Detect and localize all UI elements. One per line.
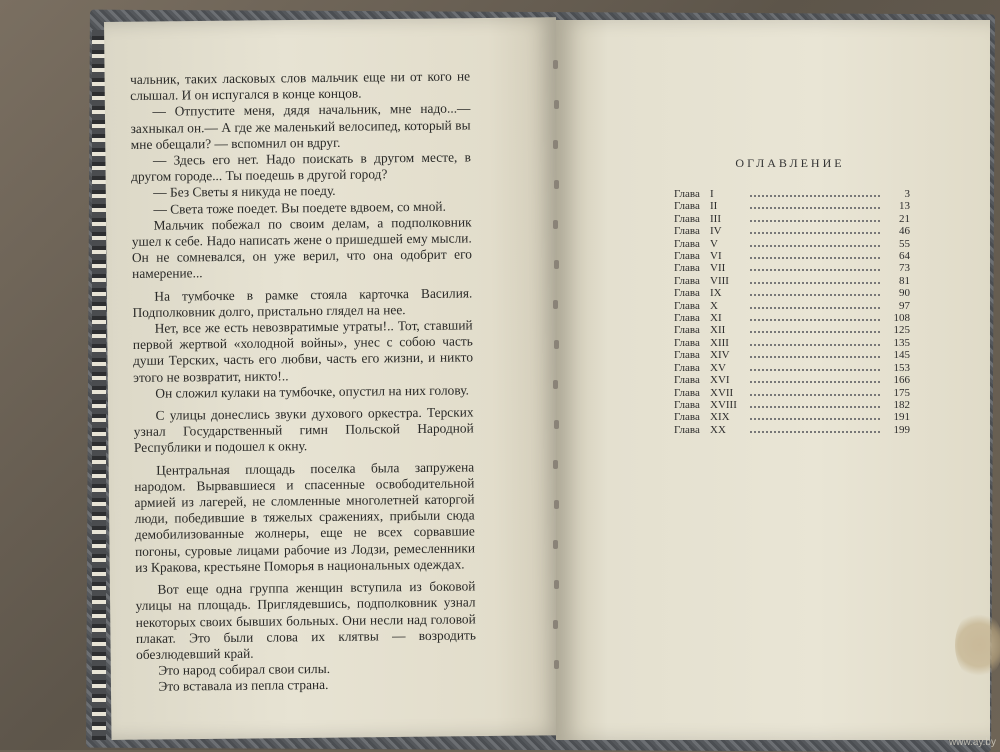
toc-entry-number: XIV bbox=[710, 349, 730, 362]
stitch bbox=[554, 580, 559, 589]
toc-entry-page: 145 bbox=[893, 349, 910, 362]
toc-entry-number: XV bbox=[710, 361, 726, 374]
toc-title: ОГЛАВЛЕНИЕ bbox=[735, 156, 845, 170]
toc-leader-dots bbox=[750, 418, 880, 420]
stitch bbox=[553, 60, 558, 69]
toc-entry-number: XVI bbox=[710, 374, 730, 387]
toc-entry-label: Глава bbox=[674, 398, 700, 411]
toc-entry bbox=[674, 411, 910, 423]
toc-entry bbox=[674, 250, 910, 262]
stitch bbox=[554, 100, 559, 109]
page-edges bbox=[92, 30, 106, 740]
toc-entry-number: XVIII bbox=[710, 398, 737, 411]
toc-entry bbox=[674, 300, 910, 312]
toc-entry-number: I bbox=[710, 188, 714, 200]
paragraph: Это народ собирал свои силы. bbox=[158, 661, 331, 678]
stitch bbox=[553, 540, 558, 549]
paragraph: На тумбочке в рамке стояла карточка Василия. Подполковник долго, пристально глядел на нее. bbox=[132, 285, 473, 320]
toc-entry bbox=[674, 275, 910, 287]
toc-entry-number: XII bbox=[710, 324, 726, 337]
toc-entry-page: 13 bbox=[899, 200, 910, 213]
toc-entry-number: VI bbox=[710, 250, 722, 263]
toc-entry bbox=[674, 387, 910, 399]
toc-entry-label: Глава bbox=[674, 386, 700, 399]
toc-entry-label: Глава bbox=[674, 411, 700, 424]
toc-entry-number: XIII bbox=[710, 336, 729, 349]
toc-entry-page: 21 bbox=[899, 212, 910, 225]
toc-entry-number: X bbox=[710, 299, 718, 312]
paragraph: — Без Светы я никуда не поеду. bbox=[153, 183, 336, 201]
toc-entry-page: 125 bbox=[893, 324, 910, 337]
toc-entry-page: 55 bbox=[899, 237, 910, 250]
toc-leader-dots bbox=[750, 331, 880, 333]
toc-leader-dots bbox=[750, 220, 880, 222]
toc-entry-number: XI bbox=[710, 312, 722, 325]
toc-entry-label: Глава bbox=[674, 200, 700, 213]
toc-entry-label: Глава bbox=[674, 287, 700, 300]
toc-entry-page: 81 bbox=[899, 274, 910, 287]
toc-leader-dots bbox=[750, 319, 880, 321]
toc-entry-page: 153 bbox=[893, 361, 910, 374]
toc-entry-page: 3 bbox=[904, 188, 910, 200]
toc-leader-dots bbox=[750, 356, 880, 358]
toc-entry bbox=[674, 238, 910, 250]
stitch bbox=[553, 140, 558, 149]
toc-entry bbox=[674, 337, 910, 349]
toc-entry-label: Глава bbox=[674, 324, 700, 337]
toc-entry-number: V bbox=[710, 237, 718, 250]
toc-entry-number: IX bbox=[710, 287, 722, 300]
toc-entry-page: 108 bbox=[893, 312, 910, 325]
toc-entry-label: Глава bbox=[674, 423, 700, 436]
toc-entry-page: 64 bbox=[899, 250, 910, 263]
stitch bbox=[553, 460, 558, 469]
toc-entry-number: III bbox=[710, 212, 721, 225]
toc-entry-page: 166 bbox=[893, 374, 910, 387]
toc-entry bbox=[674, 399, 910, 411]
stitch bbox=[553, 380, 558, 389]
toc-leader-dots bbox=[750, 381, 880, 383]
paragraph: Центральная площадь поселка была запружена народом. Вырвавшиеся и спасенные освободительной армией из лагерей, не сломленные многолетней каторгой люди, победившие в тяжелых сражениях, прибыли сюда демобилизованные жолнеры, еще не всех сорвавшие погоны, суровые лицами рабочие из Лодзи, ремесленники из Кракова, крестьяне Поморья в национальных одеждах. bbox=[134, 459, 476, 575]
toc-entry bbox=[674, 349, 910, 361]
stitch bbox=[554, 500, 559, 509]
toc-entry-label: Глава bbox=[674, 299, 700, 312]
toc-entry-number: XX bbox=[710, 423, 726, 436]
toc-entry-page: 90 bbox=[899, 287, 910, 300]
toc-entry-number: IV bbox=[710, 225, 722, 238]
paragraph: — Отпустите меня, дядя начальник, мне надо...— захныкал он.— А где же маленький велосипед, который вы мне обещали? — вспомнил он вдруг. bbox=[130, 100, 471, 152]
paragraph: — Здесь его нет. Надо поискать в другом месте, в другом городе... Ты поедешь в другой город? bbox=[131, 149, 471, 185]
toc-entry-label: Глава bbox=[674, 225, 700, 238]
stitch bbox=[554, 340, 559, 349]
toc-entry-number: II bbox=[710, 200, 718, 213]
paragraph: С улицы донеслись звуки духового оркестра. Терских узнал Государственный гимн Польской Народной Республики и подошел к окну. bbox=[133, 404, 474, 456]
toc-entry-page: 97 bbox=[899, 299, 910, 312]
toc-entry bbox=[674, 188, 910, 200]
left-page-text bbox=[130, 68, 477, 695]
toc-entry bbox=[674, 362, 910, 374]
toc-entry-label: Глава bbox=[674, 312, 700, 325]
toc-entry bbox=[674, 213, 910, 225]
toc-leader-dots bbox=[750, 344, 880, 346]
toc-leader-dots bbox=[750, 431, 880, 433]
toc-entry-number: VII bbox=[710, 262, 726, 275]
toc-entry bbox=[674, 200, 910, 212]
toc-entry-label: Глава bbox=[674, 336, 700, 349]
paragraph: чальник, таких ласковых слов мальчик еще ни от кого не слышал. И он испугался в конце концов. bbox=[130, 68, 471, 104]
toc-leader-dots bbox=[750, 294, 880, 296]
toc-leader-dots bbox=[750, 282, 880, 284]
toc-entry bbox=[674, 374, 910, 386]
toc-entry-label: Глава bbox=[674, 250, 700, 263]
stitch bbox=[554, 660, 559, 669]
stitch bbox=[554, 260, 559, 269]
toc-entry-label: Глава bbox=[674, 188, 700, 200]
paragraph: Нет, все же есть невозвратимые утраты!.. Тот, ставший первой жертвой «холодной войны», унес с собою часть души Терских, часть его любви, часть его жизни, и никто этого не возвратит, никто!.. bbox=[132, 317, 474, 385]
stitch bbox=[553, 620, 558, 629]
toc-leader-dots bbox=[750, 394, 880, 396]
toc-entry-label: Глава bbox=[674, 212, 700, 225]
toc-entry-page: 182 bbox=[893, 398, 910, 411]
toc-entry-label: Глава bbox=[674, 349, 700, 362]
toc-leader-dots bbox=[750, 207, 880, 209]
toc-entry bbox=[674, 312, 910, 324]
stitch bbox=[554, 420, 559, 429]
toc-leader-dots bbox=[750, 245, 880, 247]
toc-entry-page: 46 bbox=[899, 225, 910, 238]
toc-entry-page: 135 bbox=[893, 336, 910, 349]
paragraph: Это вставала из пепла страна. bbox=[158, 677, 329, 695]
toc-leader-dots bbox=[750, 232, 880, 234]
toc-entry bbox=[674, 424, 910, 436]
paragraph: Вот еще одна группа женщин вступила из боковой улицы на площадь. Приглядевшись, подполковник узнал некоторых своих бывших больных. Они несли над головой плакат. Это были слова их клятвы — возродить обезлюдевший край. bbox=[135, 578, 476, 662]
page-stain bbox=[955, 610, 1000, 680]
toc-entry-number: XVII bbox=[710, 386, 734, 399]
toc-entry-page: 73 bbox=[899, 262, 910, 275]
toc-leader-dots bbox=[750, 195, 880, 197]
toc-entry-page: 199 bbox=[893, 423, 910, 436]
table-of-contents bbox=[674, 188, 910, 436]
toc-entry bbox=[674, 262, 910, 274]
stitch bbox=[553, 300, 558, 309]
toc-leader-dots bbox=[750, 406, 880, 408]
toc-leader-dots bbox=[750, 257, 880, 259]
toc-entry-label: Глава bbox=[674, 374, 700, 387]
toc-entry-label: Глава bbox=[674, 262, 700, 275]
toc-entry-number: VIII bbox=[710, 274, 729, 287]
toc-entry bbox=[674, 324, 910, 336]
toc-entry-label: Глава bbox=[674, 237, 700, 250]
toc-entry bbox=[674, 225, 910, 237]
toc-entry-page: 175 bbox=[893, 386, 910, 399]
stitch bbox=[554, 180, 559, 189]
toc-entry-page: 191 bbox=[893, 411, 910, 424]
toc-leader-dots bbox=[750, 307, 880, 309]
paragraph: Он сложил кулаки на тумбочке, опустил на них голову. bbox=[155, 382, 469, 401]
toc-entry-number: XIX bbox=[710, 411, 730, 424]
toc-entry-label: Глава bbox=[674, 361, 700, 374]
paragraph: Мальчик побежал по своим делам, а подполковник ушел к себе. Надо написать жене о пришедшей ему мысли. Он не сомневался, он уже верил, что она одобрит его намерение... bbox=[131, 214, 473, 282]
paragraph: — Света тоже поедет. Вы поедете вдвоем, со мной. bbox=[153, 198, 446, 217]
toc-leader-dots bbox=[750, 269, 880, 271]
toc-entry bbox=[674, 287, 910, 299]
toc-leader-dots bbox=[750, 369, 880, 371]
toc-entry-label: Глава bbox=[674, 274, 700, 287]
stitch bbox=[553, 220, 558, 229]
watermark: www.ay.by bbox=[948, 737, 996, 748]
